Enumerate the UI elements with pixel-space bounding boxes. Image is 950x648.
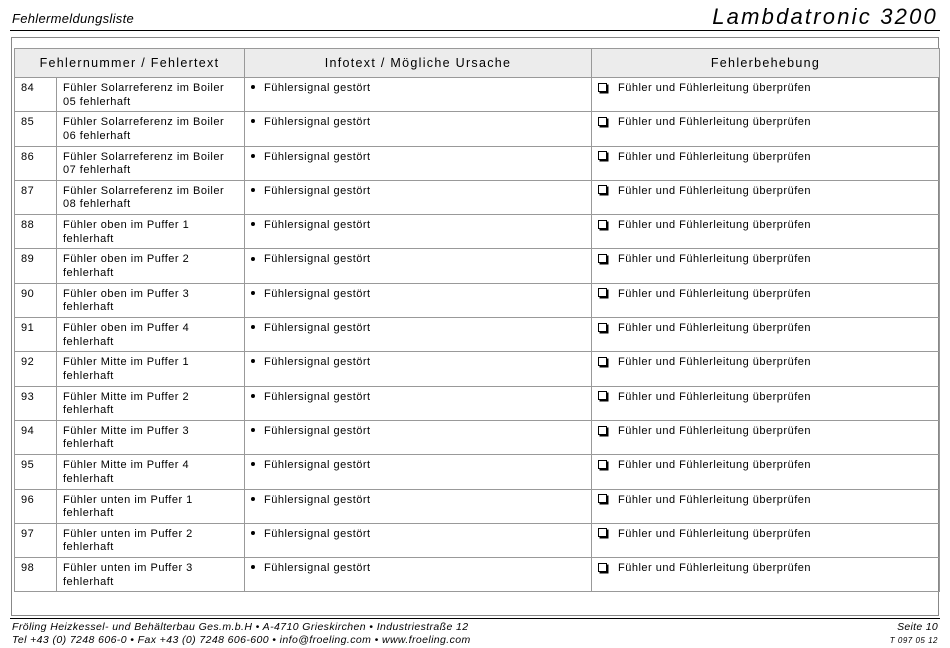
info-text: Fühlersignal gestört	[264, 287, 371, 300]
error-text: Fühler Mitte im Puffer 4 fehlerhaft	[57, 455, 245, 489]
info-cell	[245, 180, 592, 214]
footer-divider	[10, 618, 940, 619]
bullet-icon	[251, 154, 255, 158]
info-cell	[245, 420, 592, 454]
fix-text: Fühler und Fühlerleitung überprüfen	[618, 390, 812, 403]
fix-text: Fühler und Fühlerleitung überprüfen	[618, 322, 812, 335]
info-text: Fühlersignal gestört	[264, 356, 371, 369]
bullet-icon	[251, 222, 255, 226]
fix-cell	[592, 558, 940, 592]
info-text: Fühlersignal gestört	[264, 493, 371, 506]
fix-cell	[592, 78, 940, 112]
checkbox-square-icon	[598, 117, 607, 126]
fix-cell	[592, 112, 940, 146]
error-text: Fühler oben im Puffer 4 fehlerhaft	[57, 318, 245, 352]
table-row	[15, 420, 940, 454]
info-text: Fühlersignal gestört	[264, 322, 371, 335]
info-text: Fühlersignal gestört	[264, 424, 371, 437]
error-text: Fühler Solarreferenz im Boiler 06 fehlerhaft	[57, 112, 245, 146]
table-header-row	[15, 49, 940, 78]
info-text: Fühlersignal gestört	[264, 562, 371, 575]
checkbox-square-icon	[598, 220, 607, 229]
error-text: Fühler Solarreferenz im Boiler 08 fehlerhaft	[57, 180, 245, 214]
checkbox-square-icon	[598, 185, 607, 194]
error-number: 97	[15, 523, 57, 557]
info-cell	[245, 318, 592, 352]
fix-cell	[592, 386, 940, 420]
fix-text: Fühler und Fühlerleitung überprüfen	[618, 253, 812, 266]
fix-text: Fühler und Fühlerleitung überprüfen	[618, 356, 812, 369]
document-number: T 097 05 12	[889, 636, 938, 645]
info-cell	[245, 489, 592, 523]
checkbox-square-icon	[598, 426, 607, 435]
fix-cell	[592, 283, 940, 317]
error-text: Fühler Solarreferenz im Boiler 07 fehlerhaft	[57, 146, 245, 180]
table-row	[15, 215, 940, 249]
info-text: Fühlersignal gestört	[264, 527, 371, 540]
error-number: 84	[15, 78, 57, 112]
info-text: Fühlersignal gestört	[264, 390, 371, 403]
bullet-icon	[251, 531, 255, 535]
bullet-icon	[251, 359, 255, 363]
page-section-title: Fehlermeldungsliste	[12, 11, 135, 26]
checkbox-square-icon	[598, 288, 607, 297]
fix-text: Fühler und Fühlerleitung überprüfen	[618, 287, 812, 300]
info-cell	[245, 523, 592, 557]
fix-cell	[592, 420, 940, 454]
table-row	[15, 489, 940, 523]
bullet-icon	[251, 325, 255, 329]
checkbox-square-icon	[598, 528, 607, 537]
error-number: 87	[15, 180, 57, 214]
table-row	[15, 318, 940, 352]
fix-text: Fühler und Fühlerleitung überprüfen	[618, 219, 812, 232]
bullet-icon	[251, 394, 255, 398]
info-cell	[245, 146, 592, 180]
info-text: Fühlersignal gestört	[264, 150, 371, 163]
product-title: Lambdatronic 3200	[712, 4, 938, 29]
info-cell	[245, 352, 592, 386]
error-number: 93	[15, 386, 57, 420]
table-row	[15, 558, 940, 592]
error-number: 90	[15, 283, 57, 317]
table-row	[15, 523, 940, 557]
error-text: Fühler Mitte im Puffer 3 fehlerhaft	[57, 420, 245, 454]
info-text: Fühlersignal gestört	[264, 459, 371, 472]
bullet-icon	[251, 428, 255, 432]
fix-text: Fühler und Fühlerleitung überprüfen	[618, 424, 812, 437]
column-header-error: Fehlernummer / Fehlertext	[15, 49, 245, 78]
footer-contact: Tel +43 (0) 7248 606-0 • Fax +43 (0) 7248 606-600 • info@froeling.com • www.froeling.com	[12, 634, 471, 646]
fix-text: Fühler und Fühlerleitung überprüfen	[618, 82, 812, 94]
fix-text: Fühler und Fühlerleitung überprüfen	[618, 562, 812, 575]
info-text: Fühlersignal gestört	[264, 219, 371, 232]
table-row	[15, 146, 940, 180]
error-number: 92	[15, 352, 57, 386]
error-text: Fühler Mitte im Puffer 2 fehlerhaft	[57, 386, 245, 420]
fix-text: Fühler und Fühlerleitung überprüfen	[618, 493, 812, 506]
fix-text: Fühler und Fühlerleitung überprüfen	[618, 184, 812, 197]
fix-cell	[592, 489, 940, 523]
info-text: Fühlersignal gestört	[264, 253, 371, 266]
info-cell	[245, 455, 592, 489]
header-divider	[10, 30, 940, 31]
fix-cell	[592, 523, 940, 557]
info-cell	[245, 283, 592, 317]
fix-text: Fühler und Fühlerleitung überprüfen	[618, 459, 812, 472]
fix-cell	[592, 146, 940, 180]
bullet-icon	[251, 497, 255, 501]
info-cell	[245, 78, 592, 112]
info-cell	[245, 249, 592, 283]
info-cell	[245, 558, 592, 592]
table-row	[15, 352, 940, 386]
table-row	[15, 455, 940, 489]
error-text: Fühler oben im Puffer 1 fehlerhaft	[57, 215, 245, 249]
fix-cell	[592, 318, 940, 352]
error-text: Fühler oben im Puffer 2 fehlerhaft	[57, 249, 245, 283]
error-number: 98	[15, 558, 57, 592]
error-number: 96	[15, 489, 57, 523]
info-cell	[245, 386, 592, 420]
error-text: Fühler unten im Puffer 1 fehlerhaft	[57, 489, 245, 523]
fix-text: Fühler und Fühlerleitung überprüfen	[618, 116, 812, 129]
bullet-icon	[251, 85, 255, 89]
bullet-icon	[251, 565, 255, 569]
fix-cell	[592, 249, 940, 283]
error-number: 88	[15, 215, 57, 249]
bullet-icon	[251, 291, 255, 295]
bullet-icon	[251, 257, 255, 261]
info-text: Fühlersignal gestört	[264, 82, 371, 94]
checkbox-square-icon	[598, 323, 607, 332]
footer-address: Fröling Heizkessel- und Behälterbau Ges.m.b.H • A-4710 Grieskirchen • Industriestraße 12	[12, 621, 469, 633]
error-text: Fühler Mitte im Puffer 1 fehlerhaft	[57, 352, 245, 386]
page-number: Seite 10	[897, 621, 938, 633]
checkbox-square-icon	[598, 563, 607, 572]
checkbox-square-icon	[598, 357, 607, 366]
table-row	[15, 283, 940, 317]
info-cell	[245, 112, 592, 146]
fix-text: Fühler und Fühlerleitung überprüfen	[618, 150, 812, 163]
error-text: Fühler Solarreferenz im Boiler 05 fehlerhaft	[57, 78, 245, 112]
error-text: Fühler unten im Puffer 2 fehlerhaft	[57, 523, 245, 557]
error-table	[14, 48, 940, 592]
error-number: 85	[15, 112, 57, 146]
info-text: Fühlersignal gestört	[264, 116, 371, 129]
checkbox-square-icon	[598, 460, 607, 469]
table-row	[15, 386, 940, 420]
fix-cell	[592, 180, 940, 214]
checkbox-square-icon	[598, 391, 607, 400]
error-number: 95	[15, 455, 57, 489]
error-number: 94	[15, 420, 57, 454]
column-header-fix: Fehlerbehebung	[592, 49, 940, 78]
fix-cell	[592, 352, 940, 386]
fix-cell	[592, 215, 940, 249]
table-row	[15, 180, 940, 214]
error-number: 86	[15, 146, 57, 180]
fix-cell	[592, 455, 940, 489]
checkbox-square-icon	[598, 151, 607, 160]
error-number: 89	[15, 249, 57, 283]
table-row	[15, 249, 940, 283]
checkbox-square-icon	[598, 254, 607, 263]
error-text: Fühler unten im Puffer 3 fehlerhaft	[57, 558, 245, 592]
bullet-icon	[251, 462, 255, 466]
checkbox-square-icon	[598, 494, 607, 503]
table-row	[15, 112, 940, 146]
checkbox-square-icon	[598, 83, 607, 92]
info-cell	[245, 215, 592, 249]
bullet-icon	[251, 188, 255, 192]
table-row	[15, 78, 940, 112]
error-text: Fühler oben im Puffer 3 fehlerhaft	[57, 283, 245, 317]
column-header-info: Infotext / Mögliche Ursache	[245, 49, 592, 78]
fix-text: Fühler und Fühlerleitung überprüfen	[618, 527, 812, 540]
bullet-icon	[251, 119, 255, 123]
error-number: 91	[15, 318, 57, 352]
info-text: Fühlersignal gestört	[264, 184, 371, 197]
